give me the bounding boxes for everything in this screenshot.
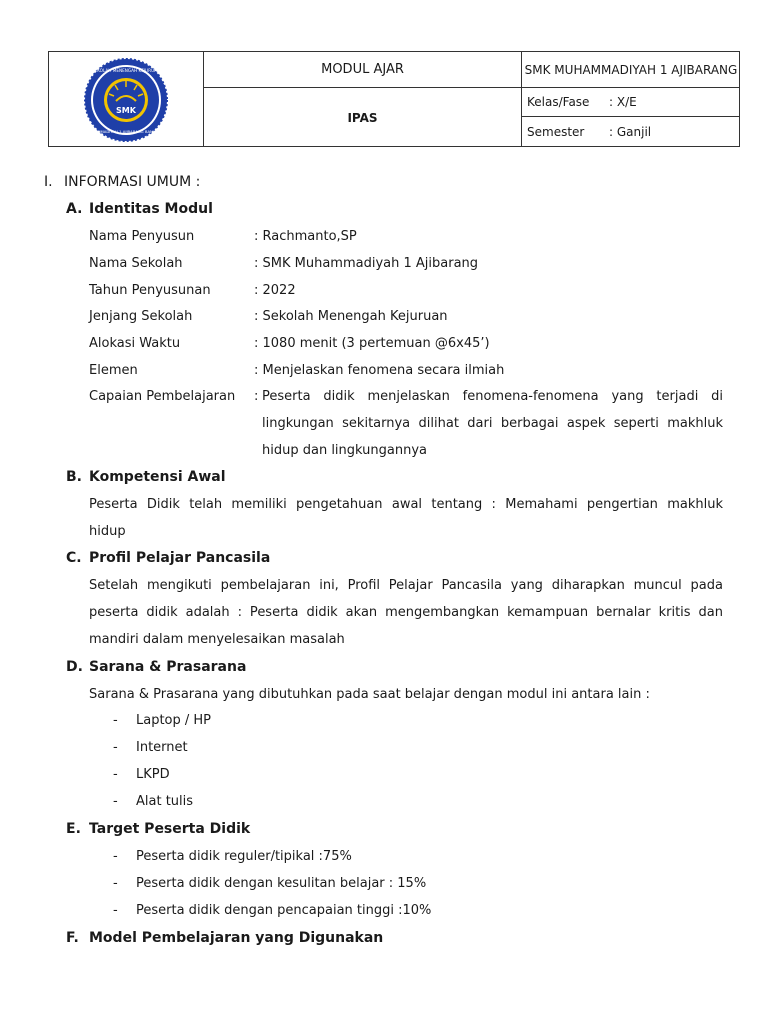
field-label: Tahun Penyusunan xyxy=(89,283,211,298)
kompetensi-letter: B. xyxy=(66,469,82,485)
sarana-item: Alat tulis xyxy=(136,794,194,809)
subject-title: IPAS xyxy=(347,110,378,125)
capaian-label: Capaian Pembelajaran xyxy=(89,389,236,404)
field-label: Nama Penyusun xyxy=(89,229,195,244)
profil-line: Setelah mengikuti pembelajaran ini, Profil Pelajar Pancasila yang diharapkan muncul pada xyxy=(89,578,723,593)
school-logo xyxy=(49,52,203,147)
sarana-title: Sarana & Prasarana xyxy=(89,659,247,675)
profil-line: peserta didik adalah : Peserta didik akan mengembangkan kemampuan bernalar kritis dan xyxy=(89,605,723,620)
field-value: : Menjelaskan fenomena secara ilmiah xyxy=(254,363,505,378)
kelas-value: : X/E xyxy=(609,95,637,109)
model-title: Model Pembelajaran yang Digunakan xyxy=(89,930,384,946)
profil-title: Profil Pelajar Pancasila xyxy=(89,550,271,566)
semester xyxy=(527,117,739,147)
field-label: Elemen xyxy=(89,363,138,378)
semester-label: Semester xyxy=(527,125,585,139)
target-item: Peserta didik dengan kesulitan belajar : 15% xyxy=(136,876,427,891)
kompetensi-line: Peserta Didik telah memiliki pengetahuan awal tentang : Memahami pengertian makhluk xyxy=(89,497,723,512)
school-name: SMK MUHAMMADIYAH 1 AJIBARANG xyxy=(524,62,738,77)
bullet-dash-icon: - xyxy=(113,903,118,918)
sarana-item: Laptop / HP xyxy=(136,713,212,728)
target-title: Target Peserta Didik xyxy=(89,821,251,837)
section-number: I. xyxy=(44,174,53,190)
profil-letter: C. xyxy=(66,550,82,566)
capaian-line: lingkungan sekitarnya dilihat dari berbagai aspek seperti makhluk xyxy=(262,416,723,431)
bullet-dash-icon: - xyxy=(113,767,118,782)
header-table xyxy=(48,51,740,147)
target-letter: E. xyxy=(66,821,81,837)
semester-value: : Ganjil xyxy=(609,125,652,139)
kelas-label: Kelas/Fase xyxy=(527,95,590,109)
kelas-fase xyxy=(527,88,739,116)
school-seal-icon xyxy=(80,57,172,143)
bullet-dash-icon: - xyxy=(113,794,118,809)
bullet-dash-icon: - xyxy=(113,849,118,864)
field-label: Jenjang Sekolah xyxy=(89,309,193,324)
svg-text:SMK: SMK xyxy=(116,105,136,115)
profil-line: mandiri dalam menyelesaikan masalah xyxy=(89,632,345,647)
capaian-line: hidup dan lingkungannya xyxy=(262,443,427,458)
capaian-line: Peserta didik menjelaskan fenomena-fenomena yang terjadi di xyxy=(262,389,723,404)
field-value: : 2022 xyxy=(254,283,296,298)
sarana-letter: D. xyxy=(66,659,83,675)
kompetensi-line: hidup xyxy=(89,524,126,539)
field-label: Alokasi Waktu xyxy=(89,336,181,351)
modul-title: MODUL AJAR xyxy=(321,62,404,77)
bullet-dash-icon: - xyxy=(113,876,118,891)
sarana-intro: Sarana & Prasarana yang dibutuhkan pada saat belajar dengan modul ini antara lain : xyxy=(89,687,650,702)
identitas-letter: A. xyxy=(66,201,83,217)
sarana-item: LKPD xyxy=(136,767,170,782)
bullet-dash-icon: - xyxy=(113,713,118,728)
identitas-title: Identitas Modul xyxy=(89,201,213,217)
target-item: Peserta didik dengan pencapaian tinggi :10% xyxy=(136,903,432,918)
svg-text:MUHAMMADIYAH 1 AJIBARANG BANYU: MUHAMMADIYAH 1 AJIBARANG BANYUMAS xyxy=(85,128,167,134)
capaian-colon: : xyxy=(254,389,259,404)
field-value: : Rachmanto,SP xyxy=(254,229,357,244)
section-title: INFORMASI UMUM : xyxy=(64,174,201,190)
field-value: : 1080 menit (3 pertemuan @6x45’) xyxy=(254,336,490,351)
bullet-dash-icon: - xyxy=(113,740,118,755)
field-value: : Sekolah Menengah Kejuruan xyxy=(254,309,448,324)
sarana-item: Internet xyxy=(136,740,188,755)
field-value: : SMK Muhammadiyah 1 Ajibarang xyxy=(254,256,479,271)
svg-text:SEKOLAH MENENGAH KEJURUAN: SEKOLAH MENENGAH KEJURUAN xyxy=(91,67,161,73)
model-letter: F. xyxy=(66,930,79,946)
target-item: Peserta didik reguler/tipikal :75% xyxy=(136,849,352,864)
kompetensi-title: Kompetensi Awal xyxy=(89,469,226,485)
field-label: Nama Sekolah xyxy=(89,256,183,271)
